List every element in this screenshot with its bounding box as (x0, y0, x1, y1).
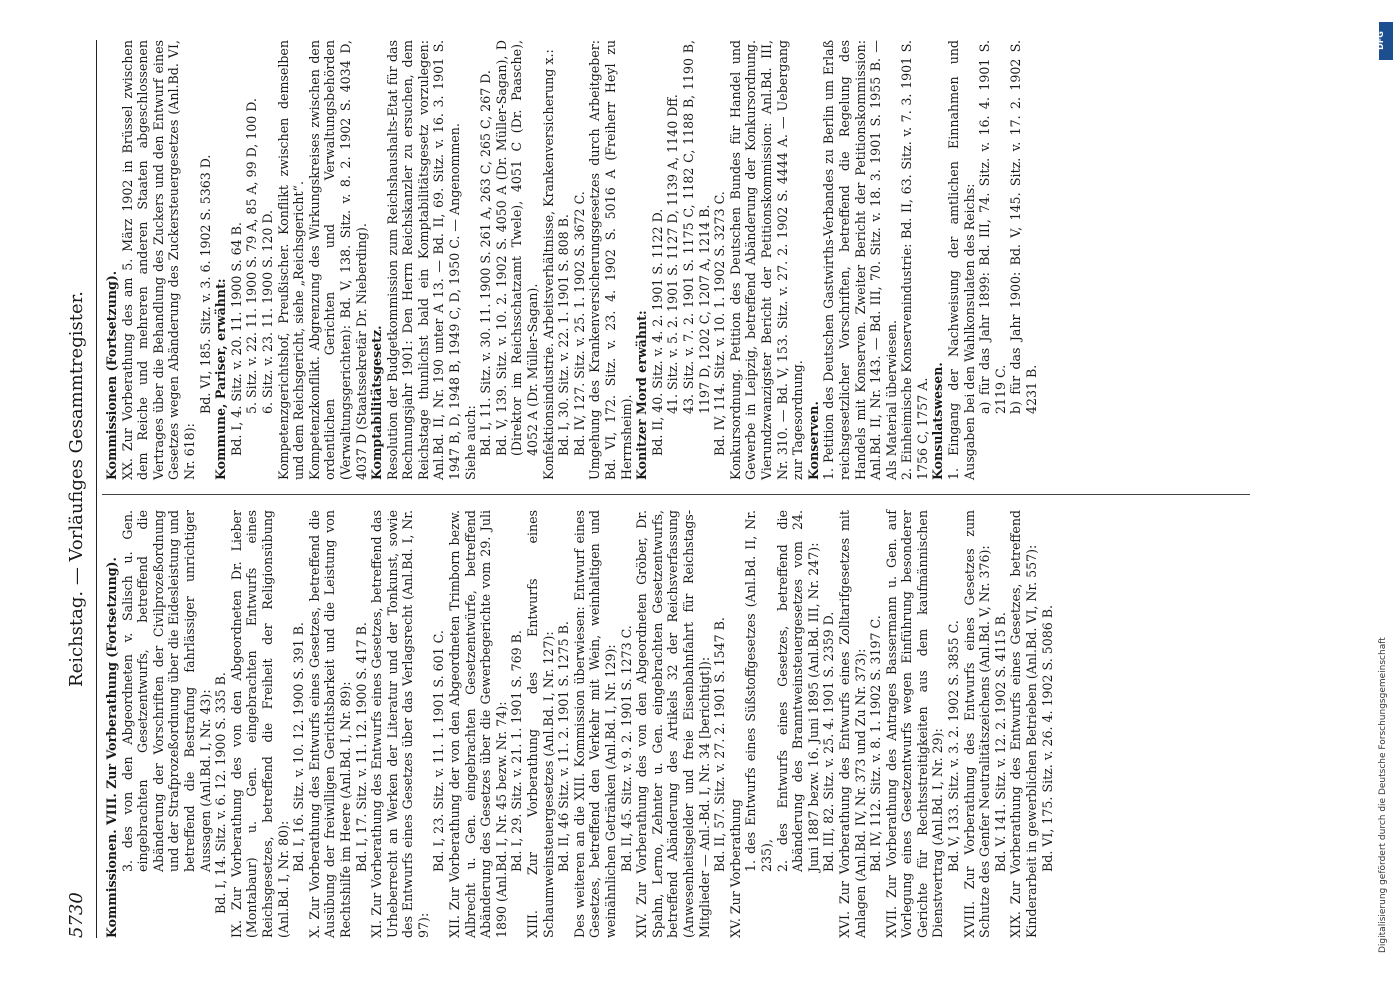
citation: a) für das Jahr 1899: Bd. III, 74. Sitz. v. 16. 4. 1901 S. 2119 C. (977, 40, 1008, 414)
entry-text: XIX. Zur Vorberathung des Entwurfs eines Gesetzes, betreffend Kinderarbeit in gewerblichen Betrieben (Anl.Bd. VI, Nr. 557): (1008, 510, 1040, 938)
entry-text: XIV. Zur Vorberathung des von den Abgeordneten Gröber, Dr. Spahn, Lerno, Zehnter u. Gen. eingebrachten Gesetzentwurfs, betreffend Abänderung des Artikels 32 der Reichsverfassung (Anwesenheitsgelder und freie Eisenbahnfahrt für Reichstags-Mitglieder — Anl.-Bd. I, Nr. 34 [berichtigt]): (634, 510, 712, 938)
header-rule (96, 40, 97, 938)
entry-text: XVIII. Zur Vorberathung des Entwurfs eines Gesetzes zum Schutze des Genfer Neutralitätszeichens (Anl.Bd. V, Nr. 376): (961, 510, 993, 938)
citation: Bd. I, 11. Sitz. v. 30. 11. 1900 S. 261 A, 263 C, 265 C, 267 D. (478, 70, 494, 456)
entry-text: X. Zur Vorberathung des Entwurfs eines Gesetzes, betreffend die Ausübung der freiwilligen Gerichtsbarkeit und die Leistung von Rechtshilfe im Heere (Anl.Bd. I, Nr. 89): (306, 510, 353, 938)
citation: Bd. IV, 114. Sitz. v. 10. 1. 1902 S. 3273 C. (712, 191, 728, 456)
index-term: Konsulatswesen. (930, 362, 946, 480)
citation: Bd. VI, 175. Sitz. v. 26. 4. 1902 S. 5086 B. (1039, 604, 1055, 872)
citation: 43. Sitz. v. 7. 2. 1901 S. 1175 C, 1182 C, 1188 B, 1190 B, 1197 D, 1202 C, 1207 A, 1214 B. (680, 40, 712, 414)
citation: Bd. V, 139. Sitz. v. 10. 2. 1902 S. 4050 A (Dr. Müller-Sagan), D (Direktor im Reichsschatzamt Twele), 4051 C (Dr. Paasche), 4052 A (Dr. Müller-Sagan). (493, 40, 541, 456)
page-title: Reichstag. — Vorläufiges Gesammtregister. (66, 291, 87, 687)
citation: b) für das Jahr 1900: Bd. V, 145. Sitz. v. 17. 2. 1902 S. 4231 B. (1008, 40, 1040, 414)
entry-text: XII. Zur Vorberathung der von den Abgeordneten Trimborn bezw. Albrecht u. Gen. eingebrachten Gesetzentwürfe, betreffend Abänderung des Gesetzes über die Gewerbegerichte vom 29. Juli 1890 (Anl.Bd. I, Nr. 45 bezw. Nr. 74): (447, 510, 509, 938)
citation: Bd. I, 17. Sitz. v. 11. 12. 1900 S. 417 B. (353, 622, 369, 872)
page-header (62, 40, 92, 938)
entry-text: 3. des von den Abgeordneten v. Salisch u. Gen. eingebrachten Gesetzentwurfs, betreffend die Abänderung der Vorschriften der Civilprozeßordnung und der Strafprozeßordnung über die Eidesleistung und betreffend die Bestrafung fahrlässiger unrichtiger Aussagen (Anl.Bd. I, Nr. 43): (119, 510, 213, 872)
entry-text: 2. des Entwurfs eines Gesetzes, betreffend die Abänderung des Branntweinsteuergesetzes vom 24. Juni 1887 bezw. 16. Juni 1895 (Anl.Bd. III, Nr. 247): (774, 510, 821, 872)
entry-text: XI. Zur Vorberathung des Entwurfs eines Gesetzes, betreffend das Urheberrecht an Werken der Literatur und der Tonkunst, sowie des Entwurfs eines Gesetzes über das Verlagsrecht (Anl.Bd. I, Nr. 97): (369, 510, 431, 938)
section-heading: Kommissionen (Fortsetzung). (104, 270, 119, 480)
credit-text: Digitalisierung gefördert durch die Deutsche Forschungsgemeinschaft (1378, 637, 1388, 953)
citation: 5. Sitz. v. 22. 11. 1900 S. 79 A, 85 A, 99 D, 100 D. (244, 98, 260, 414)
entry-text: XVI. Zur Vorberathung des Entwurfs eines Zolltarifgesetzes mit Anlagen (Anl.Bd. IV, Nr. 373 und Zu Nr. 373): (836, 510, 868, 938)
citation: Bd. I, 23. Sitz. v. 11. 1. 1901 S. 601 C. (431, 630, 447, 872)
section-heading: Kommissionen. VIII. Zur Vorberathung (Fortsetzung). (104, 557, 119, 938)
index-entry: Konkursordnung. Petition des Deutschen Bundes für Handel und Gewerbe in Leipzig, betreffend Abänderung der Konkursordnung. Vierundzwanzigster Bericht der Petitionskommission: Anl.Bd. III, Nr. 310. — Bd. V, 153. Sitz. v. 27. 2. 1902 S. 4444 A. — Uebergang zur Tagesordnung. (727, 40, 806, 480)
citation: Bd. II, 46 Sitz. v. 11. 2. 1901 S. 1275 B. (556, 621, 572, 872)
citation: Bd. V, 133. Sitz. v. 3. 2. 1902 S. 3855 C. (946, 620, 962, 872)
entry-text: XIII. Zur Vorberathung des Entwurfs eines Schaumweinsteuergesetzes (Anl.Bd. I, Nr. 127): (525, 510, 556, 938)
citation: 41. Sitz. v. 5. 2. 1901 S. 1127 D, 1139 A, 1140 Dff. (665, 94, 681, 414)
citation: Bd. V. 141. Sitz. v. 12. 2. 1902 S. 4115 B. (992, 612, 1008, 872)
index-term: Kommune, Pariser, erwähnt: (213, 278, 229, 480)
entry-text: XV. Zur Vorberathung (727, 799, 743, 938)
index-entry: Kompetenzkonflikt. Abgrenzung des Wirkungskreises zwischen den ordentlichen Gerichten und Verwaltungsbehörden (Verwaltungsgerichten): Bd. V, 138. Sitz. v. 8. 2. 1902 S. 4034 D, 4037 D (Staatssekretär Dr. Nieberding). (306, 40, 369, 480)
index-entry: Konfektionsindustrie. Arbeitsverhältnisse, Krankenversicherung x.: (540, 49, 556, 480)
entry-text: 1. Eingang der Nachweisung der amtlichen Einnahmen und Ausgaben bei den Wahlkonsulaten des Reichs: (946, 40, 977, 480)
citation: Bd. I, 29. Sitz. v. 21. 1. 1901 S. 769 B. (509, 630, 525, 872)
entry-text: XX. Zur Vorberathung des am 5. März 1902 in Brüssel zwischen dem Reiche und mehreren anderen Staaten abgeschlossenen Vertrages über die Behandlung des Zuckers und den Entwurf eines Gesetzes wegen Abänderung des Zuckersteuergesetzes (Anl.Bd. VI, Nr. 618): (119, 40, 197, 480)
citation: Bd. I, 14. Sitz. v. 6. 12. 1900 S. 335 B. (213, 672, 229, 914)
entry-text: IX. Zur Vorberathung des von den Abgeordneten Dr. Lieber (Montabaur) u. Gen. eingebrachten Entwurfs eines Reichsgesetzes, betreffend die Freiheit der Religionsübung (Anl.Bd. I, Nr. 80): (228, 510, 291, 938)
citation: 6. Sitz. v. 23. 11. 1900 S. 120 D. (259, 210, 275, 414)
left-column (104, 510, 1055, 938)
dfg-logo: DFG (1379, 22, 1393, 60)
citation: Bd. IV, 112. Sitz. v. 8. 1. 1902 S. 3197 C. (868, 615, 884, 872)
citation: Bd. II, 45. Sitz. v. 9. 2. 1901 S. 1273 C. (618, 625, 634, 872)
entry-text: 2. Einheimische Konservenindustrie: Bd. II, 63. Sitz. v. 7. 3. 1901 S. 1756 C, 1757 A. (899, 40, 930, 480)
entry-text: Des weiteren an die XIII. Kommission überwiesen: Entwurf eines Gesetzes, betreffend den Verkehr mit Wein, weinhaltigen und weinähnlichen Getränken (Anl.Bd. I, Nr. 129): (571, 510, 618, 938)
entry-text: Umgehung des Krankenversicherungsgesetzes durch Arbeitgeber: Bd. VI, 172. Sitz. v. 23. 4. 1902 S. 5016 A (Freiherr Heyl zu Herrnsheim). (587, 40, 634, 480)
index-term: Komptabilitätsgesetz. (369, 325, 385, 480)
right-column (104, 40, 1040, 480)
citation: Bd. III, 82. Sitz. v. 25. 4. 1901 S. 2359 D. (821, 611, 837, 872)
index-entry: Kompetenzgerichtshof, Preußischer. Konflikt zwischen demselben und dem Reichsgericht, siehe „Reichsgericht“. (275, 40, 307, 480)
citation: Bd. I, 16. Sitz. v. 10. 12. 1900 S. 391 B. (291, 622, 307, 872)
citation: Bd. IV, 127. Sitz. v. 25. 1. 1902 S. 3672 C. (571, 191, 587, 456)
page-number: 5730 (66, 892, 87, 938)
column-divider (102, 494, 1250, 495)
citation: Bd. I, 30. Sitz. v. 22. 1. 1901 S. 808 B. (556, 214, 572, 456)
citation: Bd. I, 4. Sitz. v. 20. 11. 1900 S. 64 B. (228, 222, 244, 456)
digitization-credit (1375, 40, 1391, 960)
citation: Bd. II, 40. Sitz. v. 4. 2. 1901 S. 1122 D. (649, 208, 665, 456)
entry-text: 1. Petition des Deutschen Gastwirths-Verbandes zu Berlin um Erlaß reichsgesetzlicher Vorschriften, betreffend die Regelung des Handels mit Konserven. Zweiter Bericht der Petitionskommission: Anl.Bd. II, Nr. 143. — Bd. III, 70. Sitz. v. 18. 3. 1901 S. 1955 B. — Als Material überwiesen. (821, 40, 899, 480)
citation: Bd. VI, 185. Sitz. v. 3. 6. 1902 S. 5363 D. (197, 154, 213, 414)
entry-text: Siehe auch: (462, 405, 478, 480)
index-term: Konserven. (805, 401, 821, 480)
entry-text: XVII. Zur Vorberathung des Antrages Bassermann u. Gen. auf Vorlegung eines Gesetzentwurfs wegen Einführung besonderer Gerichte für Rechtsstreitigkeiten aus dem kaufmännischen Dienstvertrag (Anl.Bd. I, Nr. 29): (883, 510, 946, 938)
entry-text: Resolution der Budgetkommission zum Reichshaushalts-Etat für das Rechnungsjahr 1901: Den Herrn Reichskanzler zu ersuchen, dem Reichstage thunlichst bald ein Komptabilitätsgesetz vorzulegen: Anl.Bd. II, Nr. 190 unter A 13. — Bd. II, 69. Sitz. v. 16. 3. 1901 S. 1947 B, D, 1948 B, 1949 C, D, 1950 C. — Angenommen. (384, 40, 463, 480)
entry-text: 1. des Entwurfs eines Süßstoffgesetzes (Anl.Bd. II, Nr. 235), (743, 510, 774, 872)
citation: Bd. II, 57. Sitz. v. 27. 2. 1901 S. 1547 B. (712, 617, 728, 872)
index-term: Konitzer Mord erwähnt: (634, 310, 650, 480)
